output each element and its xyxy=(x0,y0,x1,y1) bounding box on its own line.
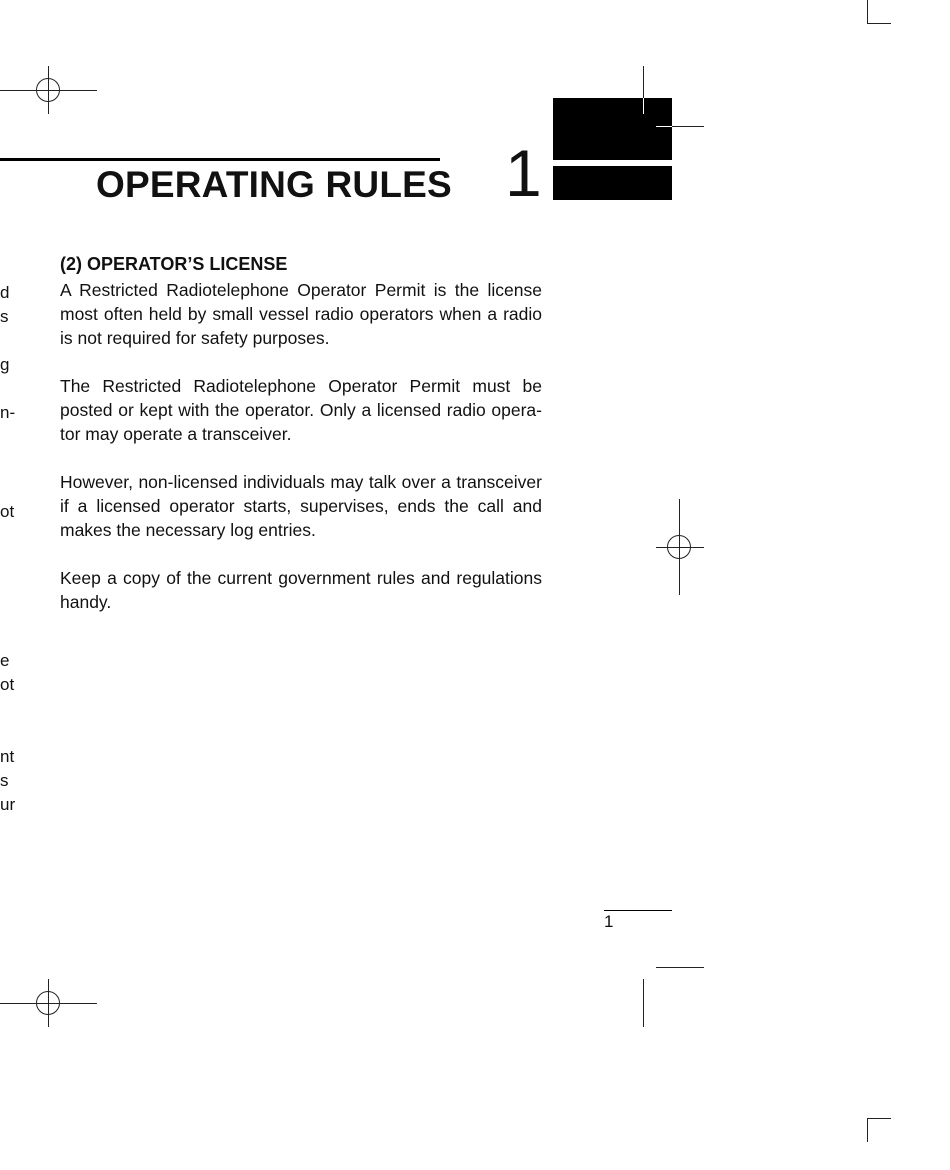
section-heading: (2) OPERATOR’S LICENSE xyxy=(60,254,288,274)
margin-fragment: s xyxy=(0,771,9,790)
margin-fragment: nt xyxy=(0,747,15,766)
section-paragraph: However, non-licensed individuals may talk over a transceiver if a licensed operator starts, supervises, ends the call and makes the necessary log entries. xyxy=(60,472,542,540)
operator-license-section xyxy=(60,252,542,638)
chapter-tab-upper xyxy=(553,98,672,160)
margin-fragment: ur xyxy=(0,795,16,814)
registration-mark-icon xyxy=(36,78,60,102)
crop-mark-bottom-right xyxy=(867,1118,891,1119)
crop-mark-top-right xyxy=(867,0,868,24)
chapter-number: 1 xyxy=(505,136,542,210)
chapter-tab-lower xyxy=(553,166,672,200)
crop-mark-tab xyxy=(656,126,672,127)
margin-fragment: ot xyxy=(0,502,15,521)
registration-mark-icon xyxy=(36,991,60,1015)
registration-mark-icon xyxy=(667,535,691,559)
section-paragraph: A Restricted Radiotelephone Operator Permit is the license most often held by small vessel radio operators when a radio is not required for safety purposes. xyxy=(60,280,542,348)
title-rule xyxy=(0,158,440,161)
margin-fragment: n- xyxy=(0,403,16,422)
crop-mark-bottom-right xyxy=(867,1118,868,1142)
crop-mark-bottom xyxy=(656,967,704,968)
page-number-rule xyxy=(604,910,672,911)
margin-fragment: e xyxy=(0,651,10,670)
section-paragraph: The Restricted Radiotelephone Operator Permit must be posted or kept with the operator. Only a licensed radio opera-tor may operate a transceiver. xyxy=(60,376,542,444)
margin-fragment: ot xyxy=(0,675,15,694)
crop-mark-bottom xyxy=(643,979,644,1027)
crop-mark-tab xyxy=(643,98,644,114)
margin-fragment: s xyxy=(0,307,9,326)
page-number: 1 xyxy=(604,912,614,931)
crop-mark-top-right xyxy=(867,23,891,24)
margin-fragment: d xyxy=(0,283,10,302)
chapter-title: OPERATING RULES xyxy=(96,164,452,205)
section-paragraph: Keep a copy of the current government rules and regulations handy. xyxy=(60,568,542,612)
margin-fragment: g xyxy=(0,355,10,374)
